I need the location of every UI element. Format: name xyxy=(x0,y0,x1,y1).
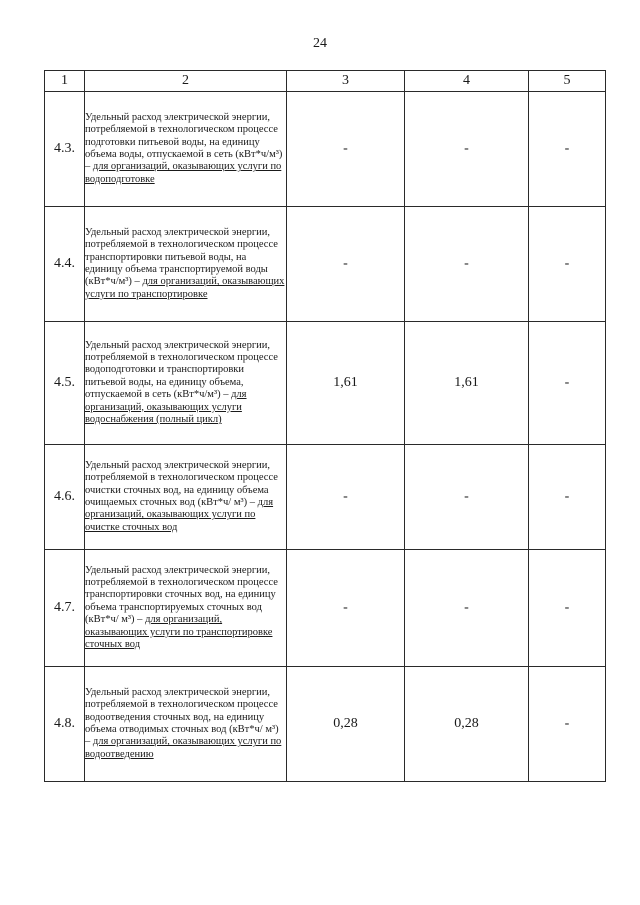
value-col-5: - xyxy=(529,445,606,550)
row-number: 4.7. xyxy=(45,550,85,667)
row-description xyxy=(85,207,287,322)
value-col-4: - xyxy=(405,445,529,550)
value-col-5: - xyxy=(529,667,606,782)
description-underlined: для организаций, оказывающих услуги по водоподготовке xyxy=(85,161,282,185)
table-row xyxy=(45,550,606,667)
row-number: 4.6. xyxy=(45,445,85,550)
row-number: 4.4. xyxy=(45,207,85,322)
value-col-5: - xyxy=(529,207,606,322)
description-text: Удельный расход электрической энергии, потребляемой в технологическом процессе транспортировки питьевой воды, на единицу объема транспортируемой воды (кВт*ч/м³) – xyxy=(85,226,278,288)
value-col-4: - xyxy=(405,92,529,207)
description-text: Удельный расход электрической энергии, потребляемой в технологическом процессе транспортировки сточных вод, на единицу объема транспортируемых сточных вод (кВт*ч/ м³) – xyxy=(85,564,278,626)
table-row xyxy=(45,207,606,322)
header-cell-4: 4 xyxy=(405,71,529,92)
row-number: 4.3. xyxy=(45,92,85,207)
row-number: 4.5. xyxy=(45,322,85,445)
value-col-4: - xyxy=(405,207,529,322)
header-cell-5: 5 xyxy=(529,71,606,92)
row-description xyxy=(85,322,287,445)
table-body xyxy=(45,92,606,782)
value-col-3: 0,28 xyxy=(287,667,405,782)
description-underlined: для организаций, оказывающих услуги по транспортировке сточных вод xyxy=(85,614,273,651)
value-col-5: - xyxy=(529,92,606,207)
value-col-3: - xyxy=(287,550,405,667)
row-number: 4.8. xyxy=(45,667,85,782)
value-col-3: - xyxy=(287,207,405,322)
table-row xyxy=(45,92,606,207)
value-col-5: - xyxy=(529,550,606,667)
description-underlined: для организаций, оказывающих услуги по водоотведению xyxy=(85,736,282,760)
description-text: Удельный расход электрической энергии, потребляемой в технологическом процессе водоподготовки и транспортировки питьевой воды, на единицу объема, отпускаемой в сеть (кВт*ч/м³) – xyxy=(85,339,278,401)
description-underlined: для организаций, оказывающих услуги водоснабжения (полный цикл) xyxy=(85,389,247,426)
header-cell-1: 1 xyxy=(45,71,85,92)
row-description xyxy=(85,445,287,550)
table-row xyxy=(45,445,606,550)
description-text: Удельный расход электрической энергии, потребляемой в технологическом процессе подготовки питьевой воды, на единицу объема воды, отпускаемой в сеть (кВт*ч/м³) – xyxy=(85,111,283,173)
row-description xyxy=(85,92,287,207)
indicators-table xyxy=(44,70,606,782)
value-col-4: - xyxy=(405,550,529,667)
value-col-3: - xyxy=(287,445,405,550)
value-col-4: 0,28 xyxy=(405,667,529,782)
header-cell-2: 2 xyxy=(85,71,287,92)
header-cell-3: 3 xyxy=(287,71,405,92)
description-underlined: для организаций, оказывающих услуги по транспортировке xyxy=(85,276,285,300)
value-col-3: - xyxy=(287,92,405,207)
table-row xyxy=(45,322,606,445)
description-text: Удельный расход электрической энергии, потребляемой в технологическом процессе очистки сточных вод, на единицу объема очищаемых сточных вод (кВт*ч/ м³) – xyxy=(85,459,278,508)
value-col-5: - xyxy=(529,322,606,445)
description-underlined: для организаций, оказывающих услуги по очистке сточных вод xyxy=(85,497,274,533)
table-row xyxy=(45,667,606,782)
description-text: Удельный расход электрической энергии, потребляемой в технологическом процессе водоотведения сточных вод, на единицу объема отводимых сточных вод (кВт*ч/ м³) – xyxy=(85,686,279,748)
row-description xyxy=(85,550,287,667)
page-number: 24 xyxy=(313,36,327,51)
row-description xyxy=(85,667,287,782)
table-header xyxy=(45,71,606,92)
value-col-3: 1,61 xyxy=(287,322,405,445)
value-col-4: 1,61 xyxy=(405,322,529,445)
